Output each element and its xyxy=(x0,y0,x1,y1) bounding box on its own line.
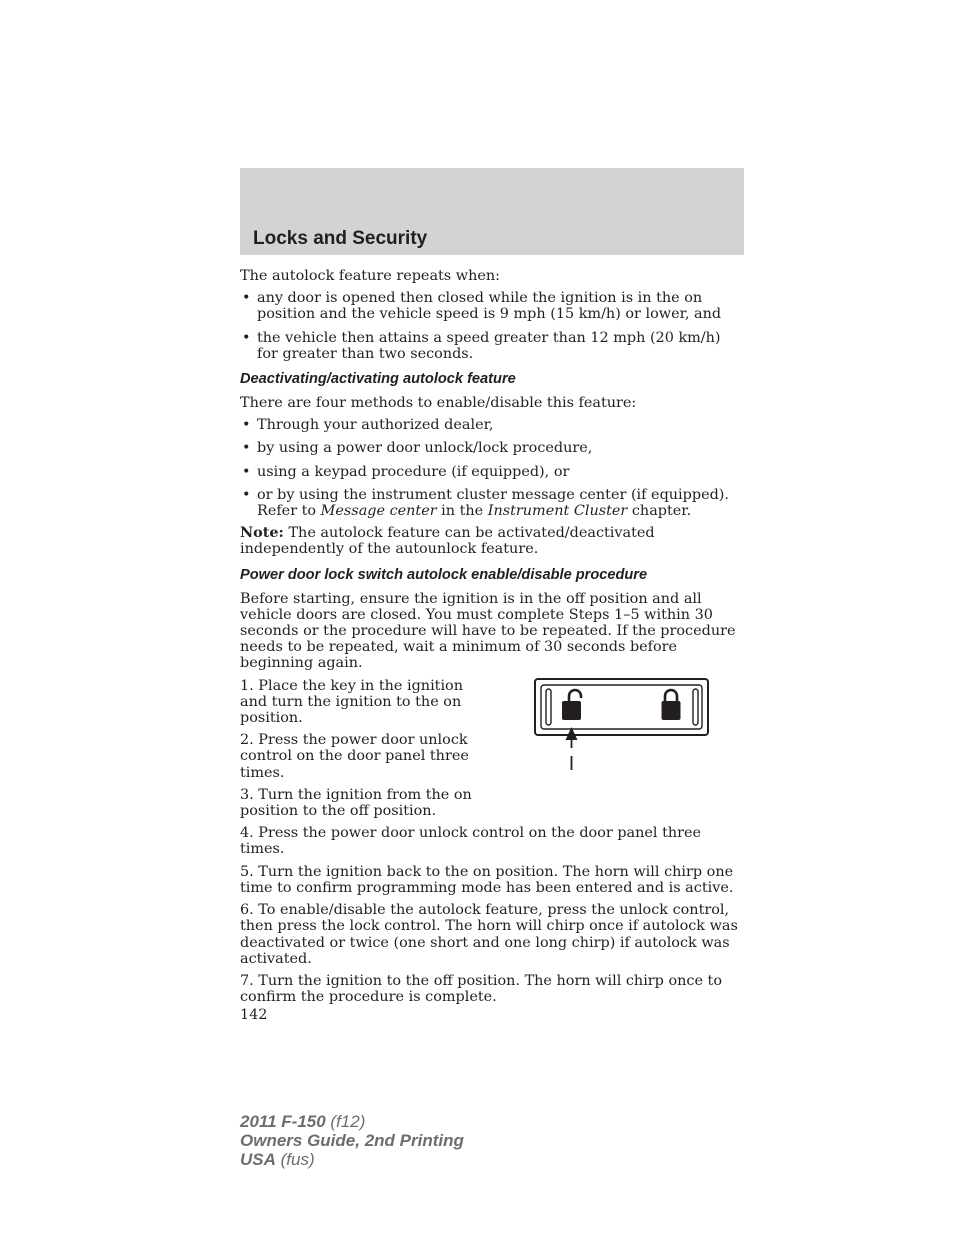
procedure-lead: Before starting, ensure the ignition is in the off position and all vehicle doors are closed. You must complete Steps 1–5 within 30 seconds or the procedure will have to be repeated. If the procedure needs to be repeated, wait a minimum of 30 seconds before beginning again. xyxy=(240,590,736,672)
steps-with-figure xyxy=(240,678,745,820)
procedure-step: 2. Press the power door unlock control on the door panel three times. xyxy=(240,732,469,781)
procedure-step: 7. Turn the ignition to the off position. The horn will chirp once to confirm the procedure is complete. xyxy=(240,972,723,1006)
intro-lead: The autolock feature repeats when: xyxy=(240,268,500,284)
footer-model: 2011 F-150 xyxy=(240,1112,326,1131)
procedure-step: 4. Press the power door unlock control on the door panel three times. xyxy=(240,825,702,858)
arrow-up-icon xyxy=(566,727,578,770)
footer-imprint xyxy=(240,1112,464,1169)
footer-market-code: (fus) xyxy=(275,1150,315,1169)
procedure-step: 6. To enable/disable the autolock feature, press the unlock control, then press the lock control. The horn will chirp once if autolock was deactivated or twice (one short and one long chirp) if autolock was activated. xyxy=(240,902,738,967)
procedure-step: 5. Turn the ignition back to the on position. The horn will chirp one time to confirm programming mode has been entered and is active. xyxy=(240,863,734,896)
section-title: Locks and Security xyxy=(253,228,428,249)
footer-model-code: (f12) xyxy=(325,1112,366,1131)
page-content xyxy=(240,268,745,1024)
steps-column xyxy=(240,678,490,820)
procedure-step: 3. Turn the ignition from the on position to the off position. xyxy=(240,786,472,820)
procedure-step: 1. Place the key in the ignition and turn the ignition to the on position. xyxy=(240,677,463,727)
lock-icon xyxy=(662,690,681,720)
intro-bullet-list xyxy=(240,290,745,362)
list-item: • the vehicle then attains a speed greater than 12 mph (20 km/h) for greater than two seconds. xyxy=(240,330,745,362)
footer-line-guide: Owners Guide, 2nd Printing xyxy=(240,1131,464,1150)
footer-line-market xyxy=(240,1150,464,1169)
door-lock-switch-illustration xyxy=(534,678,710,778)
list-item: • any door is opened then closed while the ignition is in the on position and the vehicle speed is 9 mph (15 km/h) or lower, and xyxy=(240,290,745,322)
note-text: The autolock feature can be activated/deactivated independently of the autounlock feature. xyxy=(240,525,655,558)
unlock-icon xyxy=(562,690,581,720)
list-item: • by using a power door unlock/lock procedure, xyxy=(240,440,745,456)
deactivating-heading: Deactivating/activating autolock feature xyxy=(240,371,516,388)
footer-market: USA xyxy=(240,1150,276,1169)
note-label: Note: xyxy=(240,524,284,542)
method-text-prefix: or by using the instrument cluster message center (if equipped). Refer to xyxy=(257,486,729,520)
deactivating-lead: There are four methods to enable/disable this feature: xyxy=(240,395,637,412)
cross-reference-instrument-cluster: Instrument Cluster xyxy=(487,503,628,520)
list-item: • using a keypad procedure (if equipped), or xyxy=(240,464,745,480)
section-header-band xyxy=(240,168,744,255)
footer-line-model xyxy=(240,1112,464,1131)
methods-bullet-list xyxy=(240,417,745,519)
list-item: • Through your authorized dealer, xyxy=(240,417,745,433)
procedure-heading: Power door lock switch autolock enable/disable procedure xyxy=(240,566,648,583)
note-paragraph xyxy=(240,525,745,557)
list-item xyxy=(240,487,745,519)
cross-reference-message-center: Message center xyxy=(320,503,437,520)
method-text-mid: in the xyxy=(436,503,488,520)
method-text-suffix: chapter. xyxy=(627,503,692,520)
page-number: 142 xyxy=(240,1007,268,1024)
